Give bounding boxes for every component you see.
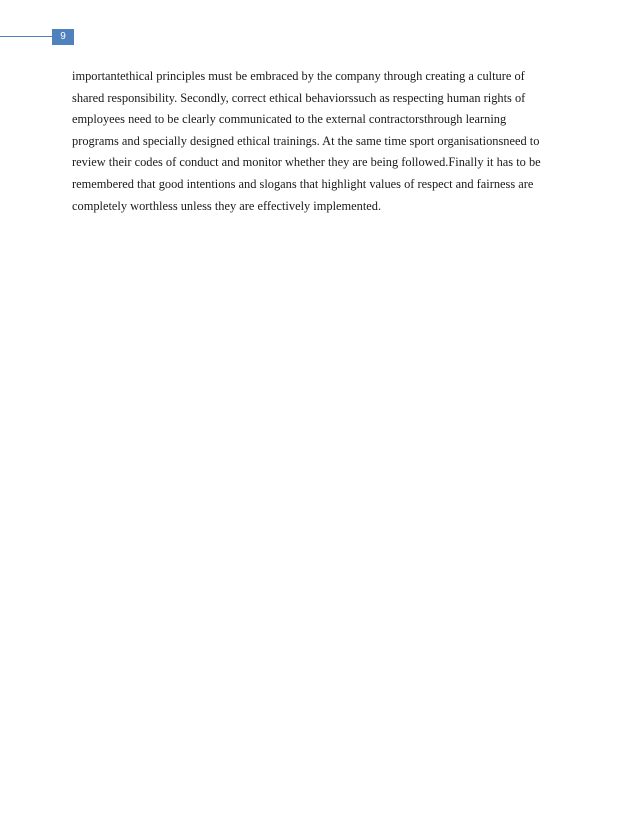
body-paragraph bbox=[72, 66, 572, 217]
text-line: remembered that good intentions and slogans that highlight values of respect and fairness are bbox=[72, 176, 534, 191]
text-line: importantethical principles must be embraced by the company through creating a culture of bbox=[72, 69, 525, 83]
header-rule bbox=[0, 36, 52, 37]
text-line: review their codes of conduct and monitor whether they are being followed.Finally it has to be bbox=[72, 155, 541, 170]
page-number: 9 bbox=[60, 31, 66, 42]
text-line: employees need to be clearly communicated to the external contractorsthrough learning bbox=[72, 112, 507, 127]
text-line: programs and specially designed ethical trainings. At the same time sport organisationsneed to bbox=[72, 133, 540, 148]
text-line: completely worthless unless they are effectively implemented. bbox=[72, 198, 382, 213]
text-line: shared responsibility. Secondly, correct ethical behaviorssuch as respecting human rights of bbox=[72, 90, 526, 105]
page-number-badge bbox=[52, 29, 74, 45]
